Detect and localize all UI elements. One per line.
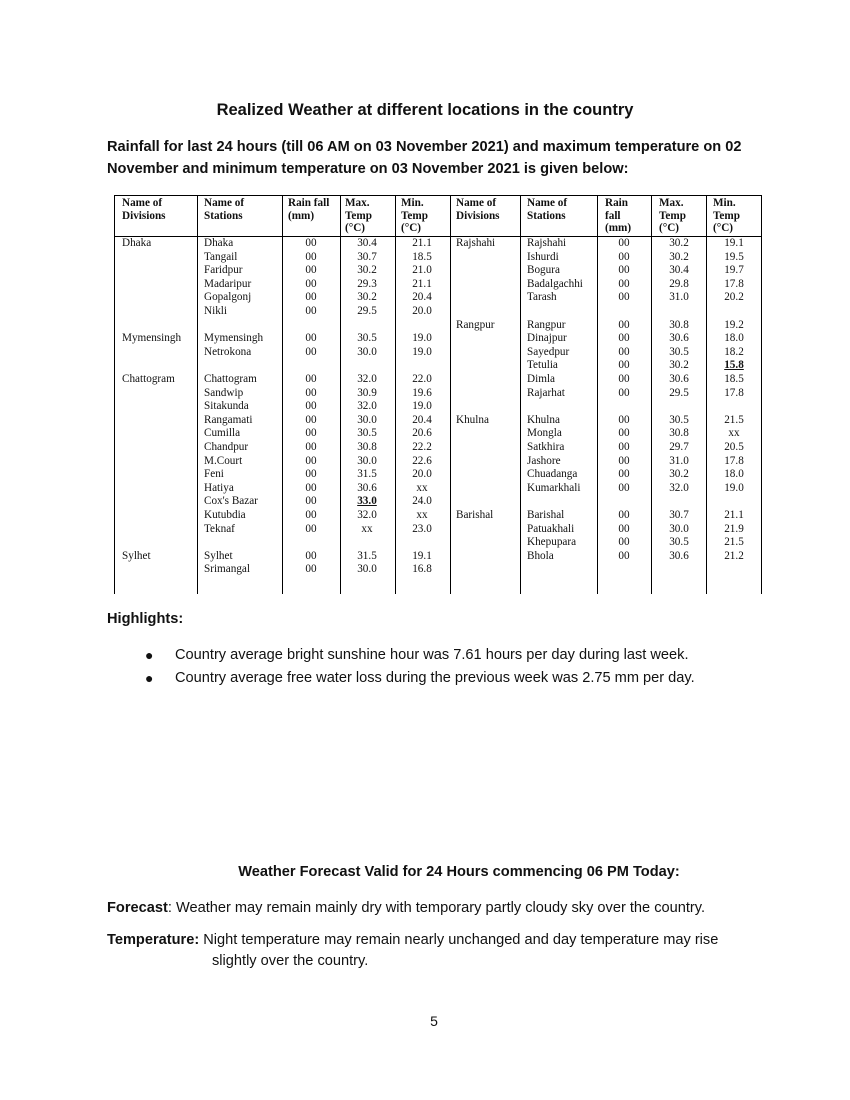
rainfall-value: 00 <box>305 413 317 426</box>
column-divider <box>651 196 652 594</box>
station-name: Ishurdi <box>527 250 559 263</box>
weather-table <box>114 195 762 594</box>
rainfall-value: 00 <box>618 318 630 331</box>
max-temp-value: 32.0 <box>357 373 377 385</box>
max-temp-value: 29.8 <box>669 277 689 290</box>
min-temp-value: 21.2 <box>724 549 744 562</box>
max-temp-value: 30.0 <box>357 345 377 358</box>
station-name: Gopalgonj <box>204 291 252 304</box>
station-name: Kutubdia <box>204 509 246 521</box>
min-temp-value: 18.0 <box>724 468 744 481</box>
station-name: Nikli <box>204 305 227 317</box>
rainfall-value: 00 <box>618 332 630 345</box>
station-name: Patuakhali <box>527 522 575 535</box>
station-name: Rangamati <box>204 413 253 426</box>
rainfall-value: 00 <box>305 454 317 467</box>
station-name: Bogura <box>527 264 560 277</box>
division-name: Mymensingh <box>122 332 182 345</box>
min-temp-value: 19.5 <box>724 250 744 263</box>
highlight-item <box>145 667 695 690</box>
rainfall-value: 00 <box>305 522 317 535</box>
station-name: Tarash <box>527 291 557 304</box>
division-name: Chattogram <box>122 373 175 385</box>
min-temp-value: 21.1 <box>724 509 744 521</box>
station-name: M.Court <box>204 454 243 467</box>
min-temp-value: 21.5 <box>724 413 744 426</box>
station-name: Cox's Bazar <box>204 495 258 508</box>
station-name: Khepupara <box>527 536 577 549</box>
min-temp-value: 21.1 <box>412 277 432 290</box>
max-temp-value: 30.2 <box>669 237 689 249</box>
rainfall-value: 00 <box>618 250 630 263</box>
station-name: Jashore <box>527 454 561 467</box>
max-temp-value: 30.5 <box>357 427 377 440</box>
rainfall-value: 00 <box>618 549 630 562</box>
max-temp-value: 30.5 <box>669 345 689 358</box>
temperature-paragraph <box>107 929 718 952</box>
min-temp-value: 20.4 <box>412 291 432 304</box>
max-temp-value: xx <box>361 522 373 535</box>
min-temp-value: 21.0 <box>412 264 432 277</box>
station-name: Chandpur <box>204 441 249 453</box>
station-name: Madaripur <box>204 277 252 290</box>
highlights-title: Highlights: <box>107 611 184 627</box>
highlight-item <box>145 644 695 667</box>
max-temp-value: 31.5 <box>357 549 377 562</box>
rainfall-value: 00 <box>305 549 317 562</box>
header-division-right: Name of Divisions <box>456 197 500 222</box>
max-temp-value: 30.0 <box>357 454 377 467</box>
min-temp-value: 20.5 <box>724 441 744 453</box>
station-name: Rajarhat <box>527 386 565 399</box>
max-temp-value: 30.8 <box>669 318 689 331</box>
rainfall-value: 00 <box>305 237 317 249</box>
rainfall-value: 00 <box>305 277 317 290</box>
page-number: 5 <box>430 1013 438 1029</box>
min-temp-value: 19.1 <box>412 549 432 562</box>
header-max-temp: Max. Temp (°C) <box>345 197 372 234</box>
max-temp-value: 30.4 <box>669 264 689 277</box>
forecast-paragraph <box>107 897 705 920</box>
station-name: Satkhira <box>527 441 565 453</box>
station-name: Dinajpur <box>527 332 567 345</box>
max-temp-value: 32.0 <box>669 481 689 494</box>
min-temp-value: 20.4 <box>412 413 432 426</box>
bullet-icon: ● <box>145 670 154 686</box>
max-temp-value: 30.8 <box>357 441 377 453</box>
station-name: Feni <box>204 468 224 481</box>
max-temp-value: 29.5 <box>669 386 689 399</box>
station-name: Mongla <box>527 427 562 440</box>
max-temp-value: 30.2 <box>669 250 689 263</box>
column-divider <box>197 196 198 594</box>
station-name: Sylhet <box>204 549 233 562</box>
min-temp-value: 18.0 <box>724 332 744 345</box>
rainfall-value: 00 <box>618 522 630 535</box>
division-name: Dhaka <box>122 237 152 249</box>
rainfall-value: 00 <box>618 237 630 249</box>
station-name: Chattogram <box>204 373 257 385</box>
rainfall-value: 00 <box>305 427 317 440</box>
rainfall-value: 00 <box>618 468 630 481</box>
max-temp-value: 30.0 <box>357 563 377 576</box>
max-temp-value: 30.6 <box>669 549 689 562</box>
intro-line-1: Rainfall for last 24 hours (till 06 AM on 03 November 2021) and maximum temperature on 02 <box>107 139 742 155</box>
station-name: Tangail <box>204 250 238 263</box>
min-temp-value: 21.1 <box>412 237 432 249</box>
rainfall-value: 00 <box>305 400 317 413</box>
rainfall-value: 00 <box>305 345 317 358</box>
max-temp-value: 29.3 <box>357 277 377 290</box>
header-min-temp-right: Min. Temp (°C) <box>713 197 740 234</box>
station-name: Sitakunda <box>204 400 249 413</box>
station-name: Dimla <box>527 373 555 385</box>
min-temp-value: 22.0 <box>412 373 432 385</box>
max-temp-value: 31.5 <box>357 468 377 481</box>
min-temp-value: 18.5 <box>412 250 432 263</box>
max-temp-value: 30.9 <box>357 386 377 399</box>
forecast-text: : Weather may remain mainly dry with temporary partly cloudy sky over the country. <box>167 900 706 916</box>
min-temp-value: 17.8 <box>724 386 744 399</box>
min-temp-value: 16.8 <box>412 563 432 576</box>
min-temp-value: xx <box>416 481 428 494</box>
station-name: Rangpur <box>527 318 566 331</box>
min-temp-value: 19.7 <box>724 264 744 277</box>
station-name: Khulna <box>527 413 560 426</box>
max-temp-value: 30.5 <box>357 332 377 345</box>
station-name: Mymensingh <box>204 332 264 345</box>
column-divider <box>450 196 451 594</box>
max-temp-value: 31.0 <box>669 454 689 467</box>
station-name: Netrokona <box>204 345 252 358</box>
temperature-continuation: slightly over the country. <box>212 953 369 969</box>
rainfall-value: 00 <box>305 386 317 399</box>
rainfall-value: 00 <box>618 345 630 358</box>
division-name: Rangpur <box>456 318 495 331</box>
header-rainfall-right: Rain fall (mm) <box>605 197 632 234</box>
rainfall-value: 00 <box>305 563 317 576</box>
min-temp-value: 19.0 <box>412 332 432 345</box>
bullet-icon: ● <box>145 647 154 663</box>
forecast-label: Forecast <box>107 900 168 916</box>
max-temp-value: 30.8 <box>669 427 689 440</box>
max-temp-value: 30.6 <box>669 373 689 385</box>
station-name: Dhaka <box>204 237 234 249</box>
max-temp-value: 30.7 <box>669 509 689 521</box>
rainfall-value: 00 <box>618 481 630 494</box>
rainfall-value: 00 <box>618 291 630 304</box>
max-temp-value: 30.6 <box>357 481 377 494</box>
station-name: Sayedpur <box>527 345 570 358</box>
max-temp-value: 30.0 <box>357 413 377 426</box>
forecast-title: Weather Forecast Valid for 24 Hours commencing 06 PM Today: <box>238 864 680 880</box>
division-name: Khulna <box>456 413 489 426</box>
rainfall-value: 00 <box>305 305 317 317</box>
min-temp-value: 23.0 <box>412 522 432 535</box>
intro-line-2: November and minimum temperature on 03 November 2021 is given below: <box>107 161 629 177</box>
max-temp-value: 30.0 <box>669 522 689 535</box>
highlights-list <box>145 644 695 690</box>
station-name: Badalgachhi <box>527 277 583 290</box>
temperature-text: Night temperature may remain nearly unchanged and day temperature may rise <box>199 932 719 948</box>
rainfall-value: 00 <box>305 332 317 345</box>
max-temp-value: 29.5 <box>357 305 377 317</box>
max-temp-value: 30.2 <box>357 264 377 277</box>
station-name: Barishal <box>527 509 565 521</box>
header-rainfall: Rain fall (mm) <box>288 197 330 222</box>
min-temp-value: 17.8 <box>724 277 744 290</box>
division-name: Sylhet <box>122 549 151 562</box>
min-temp-value: 21.9 <box>724 522 744 535</box>
header-station-right: Name of Stations <box>527 197 568 222</box>
station-name: Faridpur <box>204 264 243 277</box>
min-temp-value: 19.6 <box>412 386 432 399</box>
column-divider <box>706 196 707 594</box>
rainfall-value: 00 <box>618 413 630 426</box>
rainfall-value: 00 <box>618 373 630 385</box>
min-temp-value: 20.2 <box>724 291 744 304</box>
min-temp-value: 22.6 <box>412 454 432 467</box>
min-temp-value: 20.0 <box>412 468 432 481</box>
rainfall-value: 00 <box>305 250 317 263</box>
max-temp-value: 32.0 <box>357 400 377 413</box>
min-temp-value: 19.0 <box>412 400 432 413</box>
intro-text <box>107 136 772 180</box>
min-temp-value: 20.6 <box>412 427 432 440</box>
station-name: Tetulia <box>527 359 558 372</box>
highlight-text: Country average free water loss during the previous week was 2.75 mm per day. <box>175 670 695 686</box>
station-name: Hatiya <box>204 481 234 494</box>
column-divider <box>282 196 283 594</box>
min-temp-value: 18.2 <box>724 345 744 358</box>
rainfall-value: 00 <box>305 264 317 277</box>
rainfall-value: 00 <box>618 264 630 277</box>
max-temp-value: 30.4 <box>357 237 377 249</box>
station-name: Srimangal <box>204 563 250 576</box>
station-name: Sandwip <box>204 386 244 399</box>
rainfall-value: 00 <box>618 427 630 440</box>
rainfall-value: 00 <box>618 509 630 521</box>
rainfall-value: 00 <box>305 291 317 304</box>
min-temp-value: 19.0 <box>724 481 744 494</box>
station-name: Teknaf <box>204 522 235 535</box>
max-temp-value: 29.7 <box>669 441 689 453</box>
max-temp-value: 30.2 <box>357 291 377 304</box>
rainfall-value: 00 <box>305 373 317 385</box>
min-temp-value: 21.5 <box>724 536 744 549</box>
min-temp-value: 18.5 <box>724 373 744 385</box>
min-temp-value: xx <box>728 427 740 440</box>
rainfall-value: 00 <box>305 468 317 481</box>
min-temp-value: 19.2 <box>724 318 744 331</box>
max-temp-value: 30.5 <box>669 413 689 426</box>
rainfall-value: 00 <box>305 441 317 453</box>
highlight-text: Country average bright sunshine hour was 7.61 hours per day during last week. <box>175 647 689 663</box>
division-name: Rajshahi <box>456 237 496 249</box>
header-min-temp: Min. Temp (°C) <box>401 197 428 234</box>
min-temp-value: 22.2 <box>412 441 432 453</box>
rainfall-value: 00 <box>618 454 630 467</box>
min-temp-value: 17.8 <box>724 454 744 467</box>
rainfall-value: 00 <box>305 495 317 508</box>
station-name: Rajshahi <box>527 237 567 249</box>
max-temp-value: 31.0 <box>669 291 689 304</box>
min-temp-value: 19.1 <box>724 237 744 249</box>
station-name: Bhola <box>527 549 554 562</box>
temperature-label: Temperature: <box>107 932 200 948</box>
station-name: Chuadanga <box>527 468 578 481</box>
rainfall-value: 00 <box>618 277 630 290</box>
max-temp-value: 33.0 <box>357 495 377 508</box>
rainfall-value: 00 <box>618 536 630 549</box>
rainfall-value: 00 <box>305 509 317 521</box>
max-temp-value: 32.0 <box>357 509 377 521</box>
rainfall-value: 00 <box>305 481 317 494</box>
rainfall-value: 00 <box>618 441 630 453</box>
min-temp-value: 19.0 <box>412 345 432 358</box>
station-name: Kumarkhali <box>527 481 581 494</box>
max-temp-value: 30.7 <box>357 250 377 263</box>
column-divider <box>520 196 521 594</box>
max-temp-value: 30.5 <box>669 536 689 549</box>
station-name: Cumilla <box>204 427 241 440</box>
min-temp-value: xx <box>416 509 428 521</box>
header-station: Name of Stations <box>204 197 245 222</box>
header-division: Name of Divisions <box>122 197 166 222</box>
max-temp-value: 30.2 <box>669 468 689 481</box>
min-temp-value: 24.0 <box>412 495 432 508</box>
rainfall-value: 00 <box>618 359 630 372</box>
rainfall-value: 00 <box>618 386 630 399</box>
min-temp-value: 15.8 <box>724 359 744 372</box>
header-max-temp-right: Max. Temp (°C) <box>659 197 686 234</box>
division-name: Barishal <box>456 509 494 521</box>
max-temp-value: 30.2 <box>669 359 689 372</box>
max-temp-value: 30.6 <box>669 332 689 345</box>
page-title: Realized Weather at different locations in the country <box>216 101 634 119</box>
min-temp-value: 20.0 <box>412 305 432 317</box>
